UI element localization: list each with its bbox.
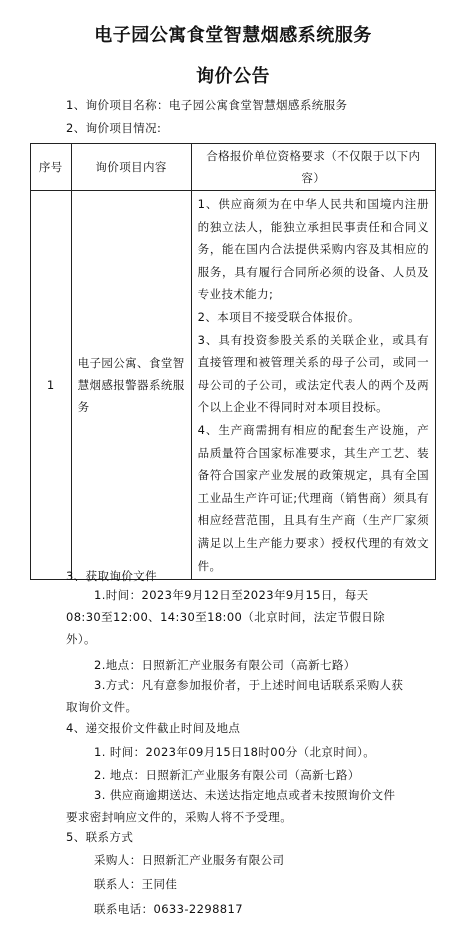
contact-buyer: 采购人：日照新汇产业服务有限公司 — [94, 853, 285, 867]
section3-method: 3.方式：凡有意参加报价者，于上述时间电话联系采购人获取询价文件。 — [66, 678, 404, 714]
section3-heading: 3、获取询价文件 — [66, 569, 158, 583]
project-name-line: 1、询价项目名称：电子园公寓食堂智慧烟感系统服务 — [66, 98, 348, 112]
section4-time: 1. 时间：2023年09月15日18时00分（北京时间）。 — [94, 745, 376, 759]
table-header-row — [31, 144, 436, 191]
row-content: 电子园公寓、食堂智慧烟感报警器系统服务 — [71, 191, 191, 580]
project-table — [30, 143, 436, 580]
section4-note: 3. 供应商逾期送达、未送达指定地点或者未按照询价文件要求密封响应文件的，采购人将不予受理。 — [66, 788, 396, 824]
requirement-4: 4、生产商需拥有相应的配套生产设施，产品质量符合国家标准要求，其生产工艺、装备符合国家产业发展的政策规定，具有全国工业品生产许可证;代理商（销售商）须具有相应经营范围，且具有生产商（生产厂家须满足以上生产能力要求）授权代理的有效文件。 — [197, 422, 429, 573]
section5-heading: 5、联系方式 — [66, 830, 134, 844]
section4-heading: 4、递交报价文件截止时间及地点 — [66, 721, 241, 735]
header-content: 询价项目内容 — [71, 144, 191, 191]
section4-location: 2. 地点：日照新汇产业服务有限公司（高新七路） — [94, 768, 360, 782]
header-requirements: 合格报价单位资格要求（不仅限于以下内容） — [191, 144, 435, 191]
contact-phone: 联系电话：0633-2298817 — [94, 902, 243, 916]
requirement-3: 3、具有投资参股关系的关联企业，或具有直接管理和被管理关系的母子公司，或同一母公司的子公司，或法定代表人的两个及两个以上企业不得同时对本项目投标。 — [197, 332, 429, 415]
row-requirements — [191, 191, 435, 580]
section3-location: 2.地点：日照新汇产业服务有限公司（高新七路） — [94, 658, 356, 672]
header-no: 序号 — [31, 144, 72, 191]
project-info-heading: 2、询价项目情况: — [66, 121, 162, 135]
row-no: 1 — [31, 191, 72, 580]
requirement-1: 1、供应商须为在中华人民共和国境内注册的独立法人，能独立承担民事责任和合同义务，能在国内合法提供采购内容及其相应的服务，具有履行合同所必须的设备、人员及专业技术能力; — [197, 197, 429, 302]
document-subtitle: 询价公告 — [196, 66, 270, 87]
contact-person: 联系人：王同佳 — [94, 877, 178, 891]
table-row — [31, 191, 436, 580]
section3-time: 1.时间：2023年9月12日至2023年9月15日，每天08:30至12:00、14:30至18:00（北京时间，法定节假日除外）。 — [66, 588, 386, 646]
document-title: 电子园公寓食堂智慧烟感系统服务 — [94, 25, 372, 46]
requirement-2: 2、本项目不接受联合体报价。 — [197, 309, 361, 324]
